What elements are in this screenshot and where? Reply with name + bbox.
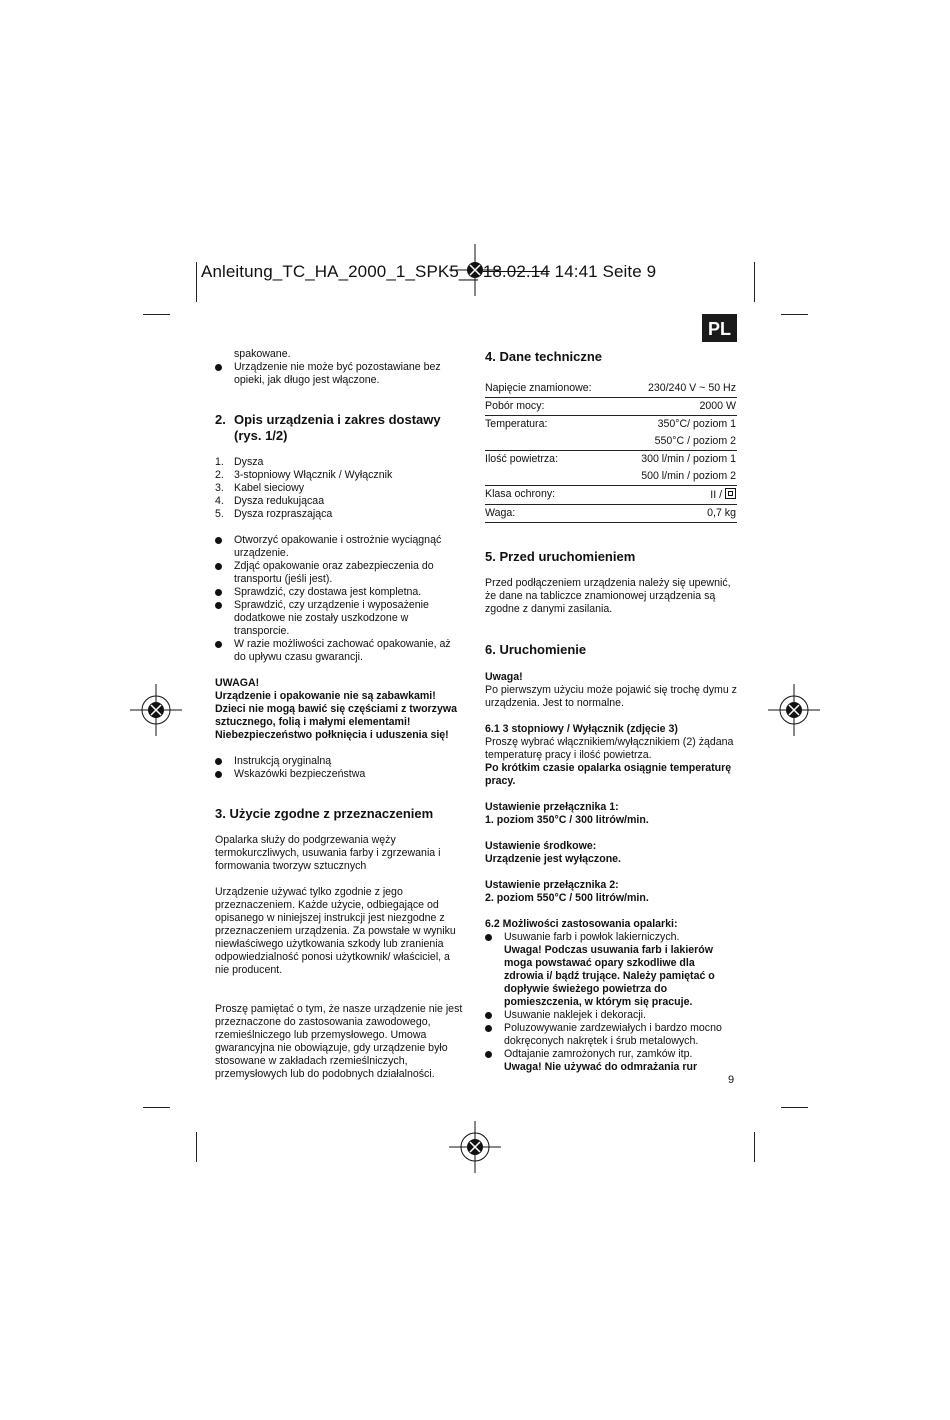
crop-mark bbox=[754, 262, 755, 302]
spec-label: Waga: bbox=[485, 505, 618, 523]
table-row bbox=[485, 486, 737, 505]
list-item: Otworzyć opakowanie i ostrożnie wyciągnąć urządzenie. bbox=[215, 534, 465, 560]
setting-title: Ustawienie przełącznika 2: bbox=[485, 879, 619, 891]
subsection-title: 6.2 Możliwości zastosowania opalarki: bbox=[485, 918, 678, 930]
table-row bbox=[485, 416, 737, 434]
spec-label: Temperatura: bbox=[485, 416, 618, 434]
warning-title: Uwaga! bbox=[485, 671, 523, 683]
crop-mark bbox=[781, 314, 808, 315]
section-number: 2. bbox=[215, 412, 226, 427]
registration-mark-icon bbox=[764, 680, 824, 740]
table-row bbox=[485, 468, 737, 486]
list-item: Poluzowywanie zardzewiałych i bardzo mocno dokręconych nakrętek i śrub metalowych. bbox=[485, 1022, 737, 1048]
warning-title: UWAGA! bbox=[215, 677, 260, 689]
spec-label: Klasa ochrony: bbox=[485, 486, 618, 505]
crop-mark bbox=[143, 314, 170, 315]
protection-class-icon bbox=[725, 488, 736, 499]
setting-title: Ustawienie przełącznika 1: bbox=[485, 801, 619, 813]
right-column bbox=[485, 348, 737, 1074]
paragraph: Po pierwszym użyciu może pojawić się trochę dymu z urządzenia. Jest to normalne. bbox=[485, 684, 737, 709]
uses-bullets bbox=[485, 931, 737, 1074]
paragraph: Proszę pamiętać o tym, że nasze urządzenie nie jest przeznaczone do zastosowania zawodowego, rzemieślniczego lub przemysłowego. Umowa gwarancyjna nie obowiązuje, gdy urządzenie było stosowane w zakładach rzemieślniczych, przemysłowych lub do podobnych działalności. bbox=[215, 1003, 463, 1080]
spec-value: II / bbox=[618, 486, 737, 505]
list-item: W razie możliwości zachować opakowanie, aż do upływu czasu gwarancji. bbox=[215, 638, 465, 664]
registration-mark-icon bbox=[445, 1117, 505, 1177]
list-item: Instrukcją oryginalną bbox=[215, 755, 465, 768]
slug-date: 18.02.14 bbox=[482, 262, 550, 281]
list-item: 4. Dysza redukującaa bbox=[215, 495, 325, 507]
spec-value: 500 l/min / poziom 2 bbox=[641, 470, 736, 482]
section-4-heading: 4. Dane techniczne bbox=[485, 349, 603, 364]
slug-page: Seite 9 bbox=[602, 262, 657, 281]
paragraph: Opalarka służy do podgrzewania węży termokurczliwych, usuwania farby i zgrzewania i formowania tworzyw sztucznych bbox=[215, 834, 441, 872]
crop-mark bbox=[754, 1132, 755, 1162]
print-slug bbox=[201, 262, 656, 282]
setting-value: 2. poziom 550°C / 500 litrów/min. bbox=[485, 892, 649, 904]
list-item: 5. Dysza rozpraszająca bbox=[215, 508, 333, 520]
intro-bullets bbox=[215, 361, 465, 387]
table-row bbox=[485, 433, 737, 451]
spec-label bbox=[485, 433, 618, 451]
spec-label: Napięcie znamionowe: bbox=[485, 382, 592, 394]
intro-text: spakowane. bbox=[234, 348, 291, 360]
spec-label: Ilość powietrza: bbox=[485, 451, 618, 469]
paragraph: Urządzenie używać tylko zgodnie z jego przeznaczeniem. Każde użycie, odbiegające od opisanego w niniejszej instrukcji jest niezgodne z przeznaczeniem urządzenia. Za powstałe w wyniku niewłaściwego użytkowania szkody lub zranienia odpowiedzialność ponosi użytkownik/ właściciel, a nie producent. bbox=[215, 886, 456, 976]
section-2-heading bbox=[215, 412, 465, 444]
list-item: Urządzenie nie może być pozostawiane bez opieki, jak długo jest włączone. bbox=[215, 361, 465, 387]
table-row bbox=[485, 451, 737, 469]
page-number: 9 bbox=[728, 1074, 735, 1086]
spec-label: Pobór mocy: bbox=[485, 398, 618, 416]
section-6-heading: 6. Uruchomienie bbox=[485, 642, 587, 657]
slug-time: 14:41 bbox=[554, 262, 598, 281]
list-item: Zdjąć opakowanie oraz zabezpieczenia do transportu (jeśli jest). bbox=[215, 560, 465, 586]
unpacking-bullets bbox=[215, 534, 465, 664]
list-item: 1. Dysza bbox=[215, 456, 264, 468]
docs-bullets bbox=[215, 755, 465, 781]
table-row bbox=[485, 380, 737, 398]
registration-mark-icon bbox=[126, 680, 186, 740]
language-badge: PL bbox=[702, 314, 737, 342]
paragraph: Po krótkim czasie opalarka osiągnie temperaturę pracy. bbox=[485, 762, 732, 787]
list-item: Odtajanie zamrożonych rur, zamków itp. Uwaga! Nie używać do odmrażania rur bbox=[485, 1048, 737, 1074]
crop-mark bbox=[781, 1107, 808, 1108]
spec-value: 0,7 kg bbox=[618, 505, 737, 523]
spec-table bbox=[485, 380, 737, 523]
spec-value: 350°C/ poziom 1 bbox=[618, 416, 737, 434]
section-5-heading: 5. Przed uruchomieniem bbox=[485, 549, 636, 564]
spec-value: 2000 W bbox=[618, 398, 737, 416]
table-row bbox=[485, 505, 737, 523]
list-item: Usuwanie farb i powłok lakierniczych. Uwaga! Podczas usuwania farb i lakierów moga powstawać opary szkodliwe dla zdrowia i/ bądź trujące. Należy pamiętać o dopływie świeżego powietrza do pomieszczenia, w którym się pracuje. bbox=[485, 931, 737, 1009]
paragraph: Przed podłączeniem urządzenia należy się upewnić, że dane na tabliczce znamionowej urządzenia są zgodne z danymi zasilania. bbox=[485, 577, 731, 615]
list-item: 2. 3-stopniowy Włącznik / Wyłącznik bbox=[215, 469, 393, 481]
list-item: Sprawdzić, czy dostawa jest kompletna. bbox=[215, 586, 465, 599]
crop-mark bbox=[196, 1132, 197, 1162]
crop-mark bbox=[143, 1107, 170, 1108]
setting-value: Urządzenie jest wyłączone. bbox=[485, 853, 622, 865]
subsection-title: 6.1 3 stopniowy / Wyłącznik (zdjęcie 3) bbox=[485, 723, 678, 735]
spec-value: 300 l/min / poziom 1 bbox=[618, 451, 737, 469]
list-item: 3. Kabel sieciowy bbox=[215, 482, 305, 494]
spec-label bbox=[485, 468, 618, 486]
list-item: Usuwanie naklejek i dekoracji. bbox=[485, 1009, 737, 1022]
slug-file-name: Anleitung_TC_HA_2000_1_SPK5__ bbox=[201, 262, 478, 281]
crop-mark bbox=[196, 262, 197, 302]
section-3-heading: 3. Użycie zgodne z przeznaczeniem bbox=[215, 806, 434, 821]
warning-text: Urządzenie i opakowanie nie są zabawkami! Dzieci nie mogą bawić się częściami z tworzywa sztucznego, folią i małymi elementami! Niebezpieczeństwo połknięcia i uduszenia się! bbox=[215, 690, 457, 741]
paragraph: Proszę wybrać włącznikiem/wyłącznikiem (2) żądana temperaturę pracy i ilość powietrza. bbox=[485, 736, 734, 761]
setting-value: 1. poziom 350°C / 300 litrów/min. bbox=[485, 814, 649, 826]
section-title: Opis urządzenia i zakres dostawy (rys. 1/2) bbox=[234, 412, 441, 443]
spec-value: 230/240 V ~ 50 Hz bbox=[647, 382, 736, 394]
list-item: Wskazówki bezpieczeństwa bbox=[215, 768, 465, 781]
list-item: Sprawdzić, czy urządzenie i wyposażenie dodatkowe nie zostały uszkodzone w transporcie. bbox=[215, 599, 465, 638]
parts-list bbox=[215, 456, 465, 521]
setting-title: Ustawienie środkowe: bbox=[485, 840, 597, 852]
spec-value: 550°C / poziom 2 bbox=[654, 435, 736, 447]
table-row bbox=[485, 398, 737, 416]
left-column bbox=[215, 348, 465, 1081]
